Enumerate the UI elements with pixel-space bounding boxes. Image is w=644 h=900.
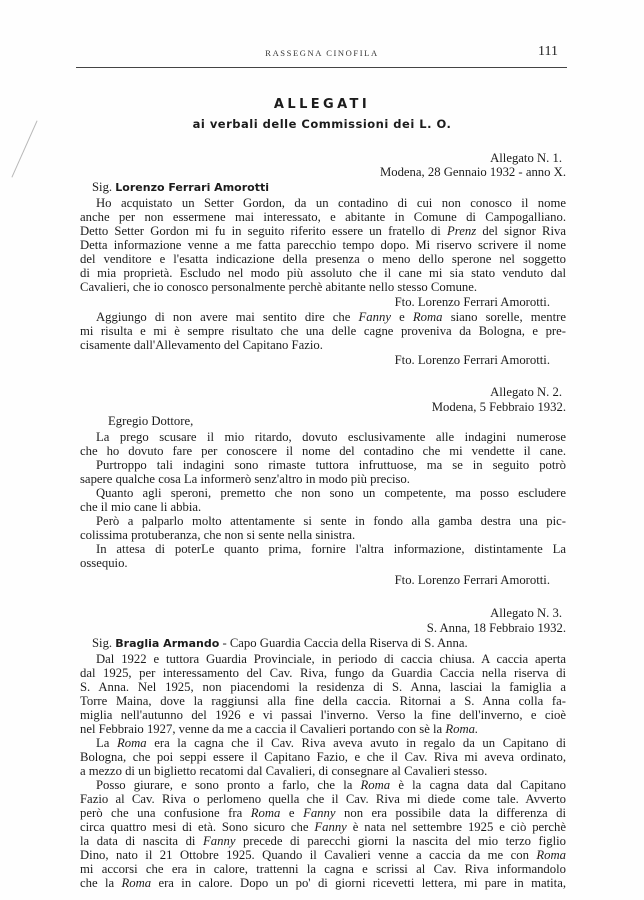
paragraph-line: però che una confusione fra Roma e Fanny non era possibile data la differenza di [80, 806, 567, 820]
paragraph-line: S. Anna. Nel 1925, non piacendomi la residenza di S. Anna, lasciai la famiglia a [80, 680, 566, 694]
paragraph-line: Dino, nato il 21 Ottobre 1925. Quando il Cavalieri venne a caccia da me con Roma [80, 848, 567, 862]
paragraph-line: Detto Setter Gordon mi fu in seguito riferito essere un fratello di Prenz del signor Riva [80, 224, 567, 238]
paragraph-line: sapere qualche cosa La informerò senz'altro in modo più preciso. [80, 472, 410, 486]
dog-name: Roma [360, 778, 391, 792]
dog-name: Roma. [445, 722, 479, 736]
paragraph-line: Ho acquistato un Setter Gordon, da un contadino di cui non conosco il nome [96, 196, 566, 210]
paragraph-line: Però a palparlo molto attentamente si sente in fondo alla gamba destra una pic- [96, 514, 566, 528]
paragraph-line: cisamente dall'Allevamento del Capitano Fazio. [80, 338, 323, 352]
paragraph-line: Bologna, che poi seppi essere il Capitano Fazio, e che il Cav. Riva mi aveva ordinato, [80, 750, 566, 764]
dog-name: Fanny [358, 310, 391, 324]
paragraph-line: anche per non essermene mai interessato, e abitante in Comune di Campogalliano. [80, 210, 566, 224]
allegato-3-date: S. Anna, 18 Febbraio 1932. [426, 621, 566, 635]
paragraph-line: del venditore e l'esatta indicazione della presenza o meno dello sperone nel soggetto [80, 252, 566, 266]
section-title: ALLEGATI [273, 97, 371, 112]
dog-name: Roma [121, 876, 152, 890]
dog-name: Fanny [303, 806, 336, 820]
paragraph-line: ossequio. [80, 556, 128, 570]
paragraph-line: la data di nascita di Fanny precede di parecchi giorni la nascita del mio terzo figlio [80, 834, 567, 848]
paragraph-line: Aggiungo di non avere mai sentito dire che Fanny e Roma siano sorelle, mentre [96, 310, 566, 324]
allegato-1-date: Modena, 28 Gennaio 1932 - anno X. [379, 165, 566, 179]
dog-name: Prenz [447, 224, 477, 238]
paragraph-line: mi risulta e mi è sempre risultato che una delle cagne proveniva da Bologna, e pre- [80, 324, 566, 338]
dog-name: Roma [412, 310, 443, 324]
allegato-3-recipient: Sig. Braglia Armando - Capo Guardia Caccia della Riserva di S. Anna. [92, 636, 468, 650]
page-number: 111 [538, 44, 558, 59]
paragraph-line: che la Roma era in calore. Dopo un po' di giorni ricevetti lettera, mi pare in matita, [80, 876, 567, 890]
recipient-name: Braglia Armando [115, 637, 220, 650]
paragraph-line: Torre Maina, dove la raggiunsi alla fine della caccia. Ritornai a S. Anna colla fa- [80, 694, 566, 708]
paragraph-line: In attesa di poterLe quanto prima, fornire l'altra informazione, distintamente La [96, 542, 566, 556]
paragraph-line: Detta informazione venne a me fatta parecchio tempo dopo. Mi riservo scrivere il nome [80, 238, 566, 252]
header-rule [76, 67, 567, 68]
paragraph-line: Dal 1922 e tuttora Guardia Provinciale, in periodo di caccia chiusa. A caccia aperta [96, 652, 566, 666]
paragraph-line: Cavalieri, che io conosco personalmente perchè abitante nello stesso Comune. [80, 280, 478, 294]
allegato-2-date: Modena, 5 Febbraio 1932. [431, 400, 566, 414]
recipient-name: Lorenzo Ferrari Amorotti [115, 181, 269, 194]
paragraph-line: nel Febbraio 1927, venne da me a caccia il Cavalieri portando con sè la Roma. [80, 722, 479, 736]
paragraph-line: a mezzo di un biglietto recatomi dal Cavalieri, di consegnare al Cavalieri stesso. [80, 764, 488, 778]
allegato-2-label: Allegato N. 2. [490, 385, 562, 399]
dog-name: Fanny [203, 834, 236, 848]
dog-name: Roma [250, 806, 281, 820]
dog-name: Fanny [314, 820, 347, 834]
paragraph-line: Fazio al Cav. Riva o perlomeno quella che il Cav. Riva mi diede come tale. Avverto [80, 792, 566, 806]
allegato-3-label: Allegato N. 3. [490, 606, 562, 620]
signature: Fto. Lorenzo Ferrari Amorotti. [394, 353, 550, 367]
paragraph-line: Purtroppo tali indagini sono rimaste tuttora infruttuose, ma se in seguito potrò [96, 458, 566, 472]
running-header: RASSEGNA CINOFILA [265, 48, 379, 58]
paragraph-line: che il mio cane li abbia. [80, 500, 202, 514]
dog-name: Roma [536, 848, 567, 862]
paragraph-line: Quanto agli speroni, premetto che non sono un competente, ma posso escludere [96, 486, 566, 500]
paragraph-line: Posso giurare, e sono pronto a farlo, che la Roma è la cagna data dal Capitano [96, 778, 567, 792]
allegato-1-recipient: Sig. Lorenzo Ferrari Amorotti [92, 180, 269, 194]
paragraph-line: dal 1925, per interessamento del Cav. Riva, fungo da Guardia Caccia nella riserva di [80, 666, 566, 680]
paragraph-line: La Roma era la cagna che il Cav. Riva aveva avuto in regalo da un Capitano di [96, 736, 566, 750]
signature: Fto. Lorenzo Ferrari Amorotti. [394, 573, 550, 587]
paragraph-line: colissima protuberanza, che non si sente nella sinistra. [80, 528, 356, 542]
paragraph-line: miglia nell'autunno del 1926 e vi passai l'inverno. Verso la fine dell'inverno, e cioè [80, 708, 566, 722]
paragraph-line: che ho dovuto fare per conoscere il nome del contadino che mi vendette il cane. [80, 444, 566, 458]
paragraph-line: di mia proprietà. Escludo nel modo più assoluto che il cane mi sia stato venduto dal [80, 266, 566, 280]
salutation: Egregio Dottore, [108, 414, 194, 428]
dog-name: Roma [117, 736, 147, 750]
allegato-1-label: Allegato N. 1. [490, 151, 562, 165]
paragraph-line: circa quattro mesi di età. Sono sicuro che Fanny è nata nel settembre 1925 e ciò perchè [80, 820, 567, 834]
section-subtitle: ai verbali delle Commissioni dei L. O. [192, 117, 452, 131]
signature: Fto. Lorenzo Ferrari Amorotti. [394, 295, 550, 309]
paragraph-line: La prego scusare il mio ritardo, dovuto esclusivamente alle indagini numerose [96, 430, 566, 444]
paragraph-line: mi accorsi che era in calore, trattenni la cagna e scrissi al Cav. Riva informandolo [80, 862, 566, 876]
